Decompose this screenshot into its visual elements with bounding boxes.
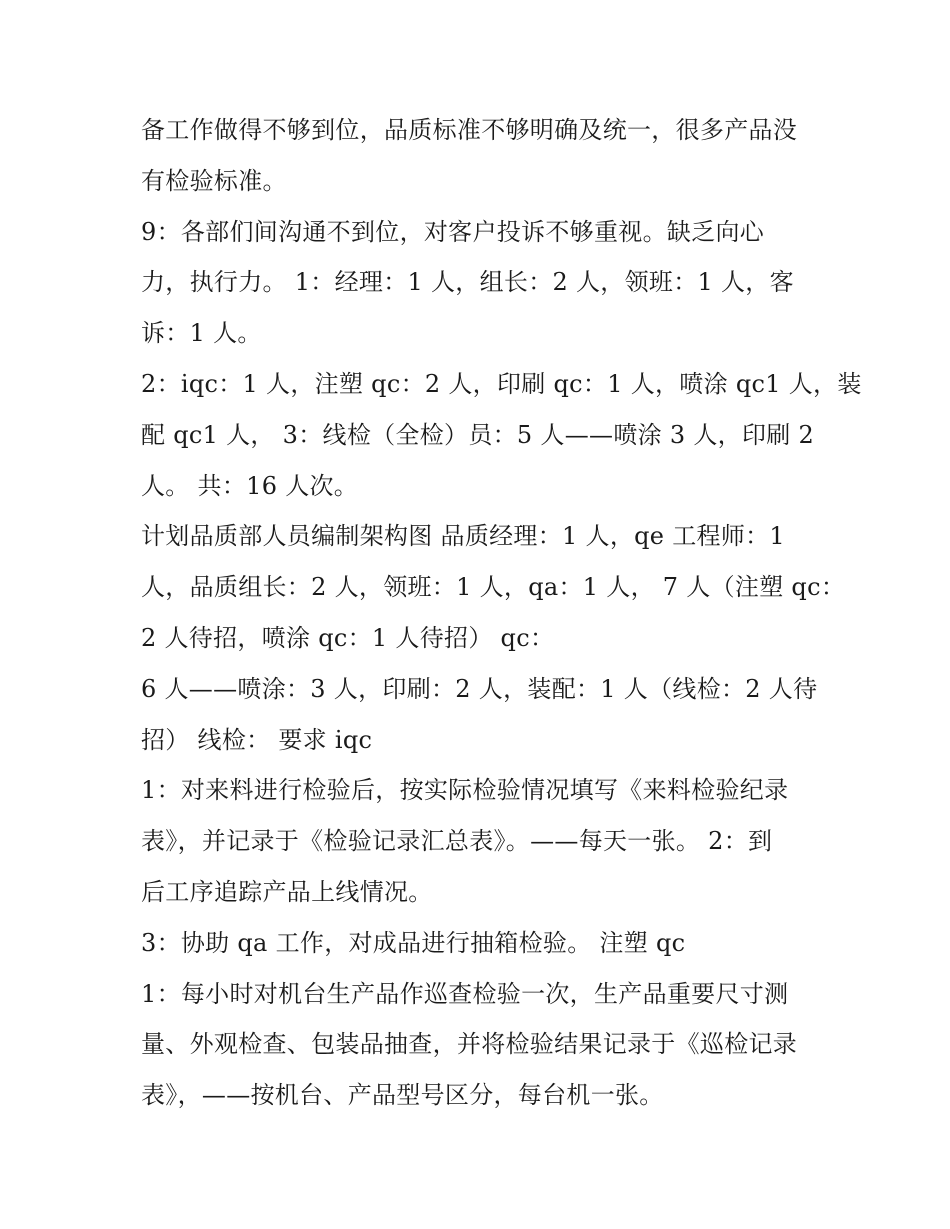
document-body [141, 105, 862, 1121]
text-line: 表》，——按机台、产品型号区分，每台机一张。 [141, 1081, 664, 1110]
text-line: 有检验标准。 [141, 166, 287, 195]
text-line: 备工作做得不够到位，品质标准不够明确及统一，很多产品没 [141, 116, 798, 144]
text-line: 诉：1 人。 [141, 319, 262, 348]
text-line: 3：协助 qa 工作，对成品进行抽箱检验。 注塑 qc [141, 928, 686, 957]
text-line: 计划品质部人员编制架构图 品质经理：1 人，qe 工程师：1 [141, 522, 785, 551]
text-line: 2：iqc：1 人，注塑 qc：2 人，印刷 qc：1 人，喷涂 qc1 人，装 [141, 369, 862, 398]
text-line: 1：对来料进行检验后，按实际检验情况填写《来料检验纪录 [141, 776, 789, 805]
text-line: 人，品质组长：2 人，领班：1 人，qa：1 人， 7 人（注塑 qc： [141, 573, 846, 602]
text-line: 6 人——喷涂：3 人，印刷：2 人，装配：1 人（线检：2 人待 [141, 674, 818, 703]
text-line: 9：各部们间沟通不到位，对客户投诉不够重视。缺乏向心 [141, 217, 765, 246]
text-line: 量、外观检查、包装品抽查，并将检验结果记录于《巡检记录 [141, 1030, 798, 1059]
text-line: 后工序追踪产品上线情况。 [141, 877, 433, 906]
text-line: 1：每小时对机台生产品作巡查检验一次，生产品重要尺寸测 [141, 979, 789, 1008]
text-line: 配 qc1 人， 3：线检（全检）员：5 人——喷涂 3 人，印刷 2 [141, 420, 815, 449]
text-line: 招） 线检： 要求 iqc [141, 725, 373, 754]
text-line: 人。 共：16 人次。 [141, 471, 359, 500]
text-line: 表》，并记录于《检验记录汇总表》。——每天一张。 2：到 [141, 827, 773, 856]
text-line: 2 人待招，喷涂 qc：1 人待招） qc： [141, 623, 555, 652]
text-line: 力，执行力。 1：经理：1 人，组长：2 人，领班：1 人，客 [141, 268, 794, 297]
